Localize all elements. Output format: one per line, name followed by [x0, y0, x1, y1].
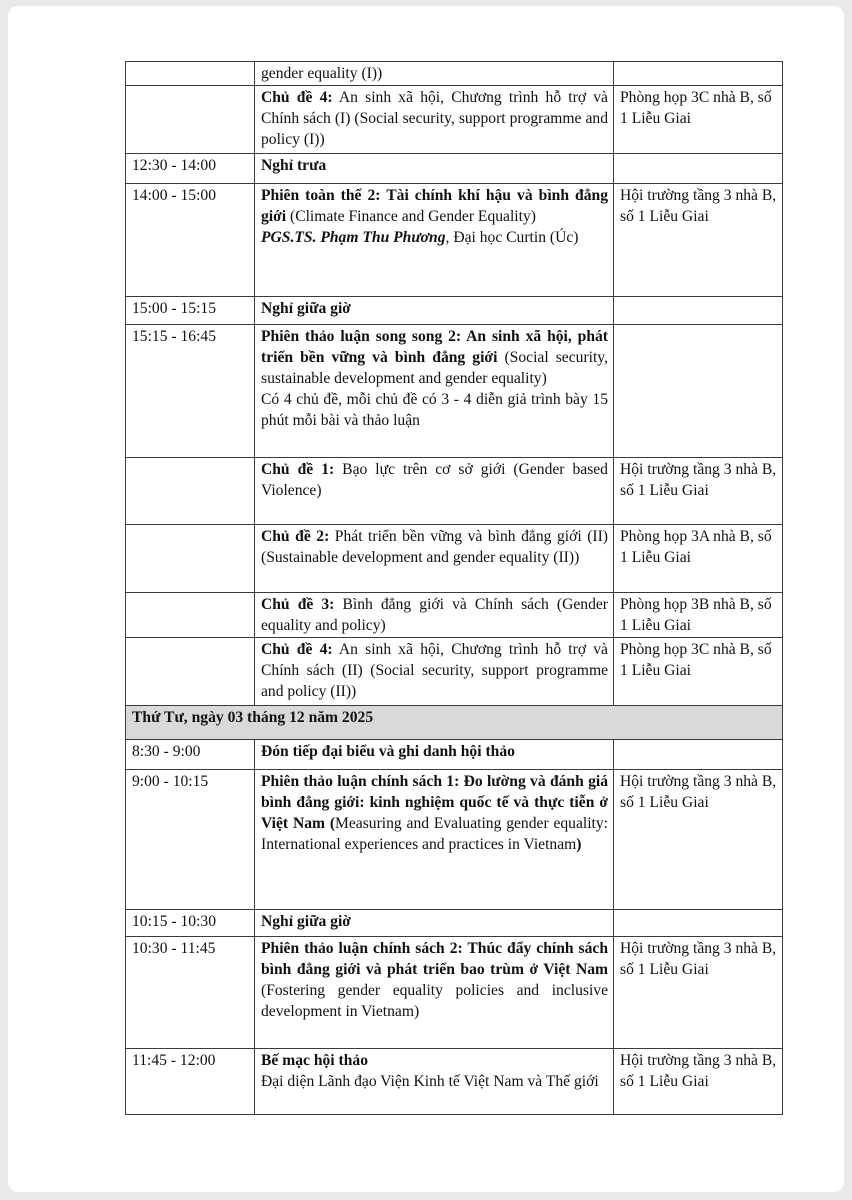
session-subtitle: Measuring and Evaluating gender equality: International experiences and practices in Vietnam: [261, 815, 609, 853]
session-title: Bế mạc hội thảo: [261, 1052, 368, 1069]
session-title: Nghỉ giữa giờ: [261, 913, 351, 930]
table-row: [126, 638, 783, 706]
time-cell: [126, 638, 255, 706]
topic-text: An sinh xã hội, Chương trình hỗ trợ và Chính sách (I) (Social security, support programme and policy (I)): [261, 89, 608, 148]
table-row: [126, 910, 783, 937]
time-cell: 15:15 - 16:45: [126, 325, 255, 458]
topic-label: Chủ đề 2:: [261, 528, 330, 545]
room-cell: [614, 740, 783, 770]
room-cell: Phòng họp 3C nhà B, số 1 Liễu Giai: [614, 638, 783, 706]
session-cell: [255, 325, 614, 458]
speaker-affiliation: , Đại học Curtin (Úc): [445, 229, 579, 246]
paren-open: (: [325, 815, 336, 832]
session-cell: [255, 1049, 614, 1115]
room-cell: Phòng họp 3A nhà B, số 1 Liễu Giai: [614, 525, 783, 593]
session-cell: [255, 458, 614, 525]
table-row: [126, 937, 783, 1049]
table-row: [126, 525, 783, 593]
session-cell: [255, 86, 614, 154]
session-cell: [255, 740, 614, 770]
topic-text: An sinh xã hội, Chương trình hỗ trợ và Chính sách (II) (Social security, support programme and policy (II)): [261, 641, 608, 700]
session-title: Nghỉ giữa giờ: [261, 300, 351, 317]
table-row: [126, 458, 783, 525]
topic-label: Chủ đề 4:: [261, 89, 333, 106]
time-cell: 14:00 - 15:00: [126, 184, 255, 297]
time-cell: [126, 458, 255, 525]
room-cell: Hội trường tầng 3 nhà B, số 1 Liễu Giai: [614, 937, 783, 1049]
speaker: [261, 227, 608, 248]
room-cell: [614, 910, 783, 937]
time-cell: [126, 62, 255, 86]
topic-text: Bình đẳng giới và Chính sách (Gender equality and policy): [261, 596, 608, 634]
table-row: [126, 86, 783, 154]
room-cell: Hội trường tầng 3 nhà B, số 1 Liễu Giai: [614, 458, 783, 525]
speaker-name: PGS.TS. Phạm Thu Phương: [261, 229, 446, 246]
session-subtitle: (Fostering gender equality policies and inclusive development in Vietnam): [261, 982, 608, 1020]
session-cell: gender equality (I)): [255, 62, 614, 86]
topic-label: Chủ đề 3:: [261, 596, 335, 613]
table-row: [126, 770, 783, 910]
room-cell: Hội trường tầng 3 nhà B, số 1 Liễu Giai: [614, 1049, 783, 1115]
table-row: [126, 62, 783, 86]
time-cell: [126, 525, 255, 593]
session-cell: [255, 937, 614, 1049]
topic-text: Bạo lực trên cơ sở giới (Gender based Violence): [261, 461, 608, 499]
session-title: Đón tiếp đại biểu và ghi danh hội thảo: [261, 743, 515, 760]
time-cell: 10:30 - 11:45: [126, 937, 255, 1049]
room-cell: Phòng họp 3B nhà B, số 1 Liễu Giai: [614, 593, 783, 638]
topic-label: Chủ đề 1:: [261, 461, 335, 478]
room-cell: [614, 325, 783, 458]
room-cell: [614, 154, 783, 184]
time-cell: 15:00 - 15:15: [126, 297, 255, 325]
room-cell: Phòng họp 3C nhà B, số 1 Liễu Giai: [614, 86, 783, 154]
table-row: [126, 1049, 783, 1115]
session-cell: [255, 910, 614, 937]
room-cell: Hội trường tầng 3 nhà B, số 1 Liễu Giai: [614, 184, 783, 297]
session-title: Phiên thảo luận chính sách 2: Thúc đẩy chính sách bình đẳng giới và phát triển bao trùm ở Việt Nam: [261, 940, 608, 978]
session-title: Phiên thảo luận song song 2: An sinh xã hội, phát triển bền vững và bình đẳng giới: [261, 328, 608, 366]
time-cell: [126, 593, 255, 638]
room-cell: [614, 297, 783, 325]
session-cell: [255, 154, 614, 184]
table-row: [126, 325, 783, 458]
session-cell: [255, 593, 614, 638]
session-cell: [255, 184, 614, 297]
time-cell: 12:30 - 14:00: [126, 154, 255, 184]
time-cell: 8:30 - 9:00: [126, 740, 255, 770]
session-subtitle: (Climate Finance and Gender Equality): [286, 208, 536, 225]
day-header-row: [126, 706, 783, 740]
table-row: [126, 154, 783, 184]
session-title: Phiên thảo luận chính sách 1: Đo lường và đánh giá bình đẳng giới: kinh nghiệm quốc tế và thực tiễn ở Việt Nam: [261, 773, 608, 832]
table-row: [126, 740, 783, 770]
session-cell: [255, 297, 614, 325]
day-header: Thứ Tư, ngày 03 tháng 12 năm 2025: [126, 706, 783, 740]
topic-label: Chủ đề 4:: [261, 641, 333, 658]
time-cell: 11:45 - 12:00: [126, 1049, 255, 1115]
time-cell: 10:15 - 10:30: [126, 910, 255, 937]
table-row: [126, 184, 783, 297]
time-cell: [126, 86, 255, 154]
topic-text: Phát triển bền vững và bình đẳng giới (II) (Sustainable development and gender equality (II)): [261, 528, 608, 566]
session-note: Đại diện Lãnh đạo Viện Kinh tế Việt Nam và Thế giới: [261, 1073, 599, 1090]
table-row: [126, 593, 783, 638]
session-subtitle: (Social security, sustainable development and gender equality): [261, 349, 608, 387]
paren-close: ): [576, 836, 582, 853]
session-note: Có 4 chủ đề, mỗi chủ đề có 3 - 4 diễn giả trình bày 15 phút mỗi bài và thảo luận: [261, 391, 608, 429]
agenda-table: [125, 61, 783, 1115]
session-title: Nghỉ trưa: [261, 157, 327, 174]
session-cell: [255, 770, 614, 910]
session-cell: [255, 525, 614, 593]
room-cell: Hội trường tầng 3 nhà B, số 1 Liễu Giai: [614, 770, 783, 910]
session-title: Phiên toàn thể 2: Tài chính khí hậu và bình đẳng giới: [261, 187, 608, 225]
table-row: [126, 297, 783, 325]
document-page: [8, 6, 844, 1192]
time-cell: 9:00 - 10:15: [126, 770, 255, 910]
room-cell: [614, 62, 783, 86]
session-cell: [255, 638, 614, 706]
